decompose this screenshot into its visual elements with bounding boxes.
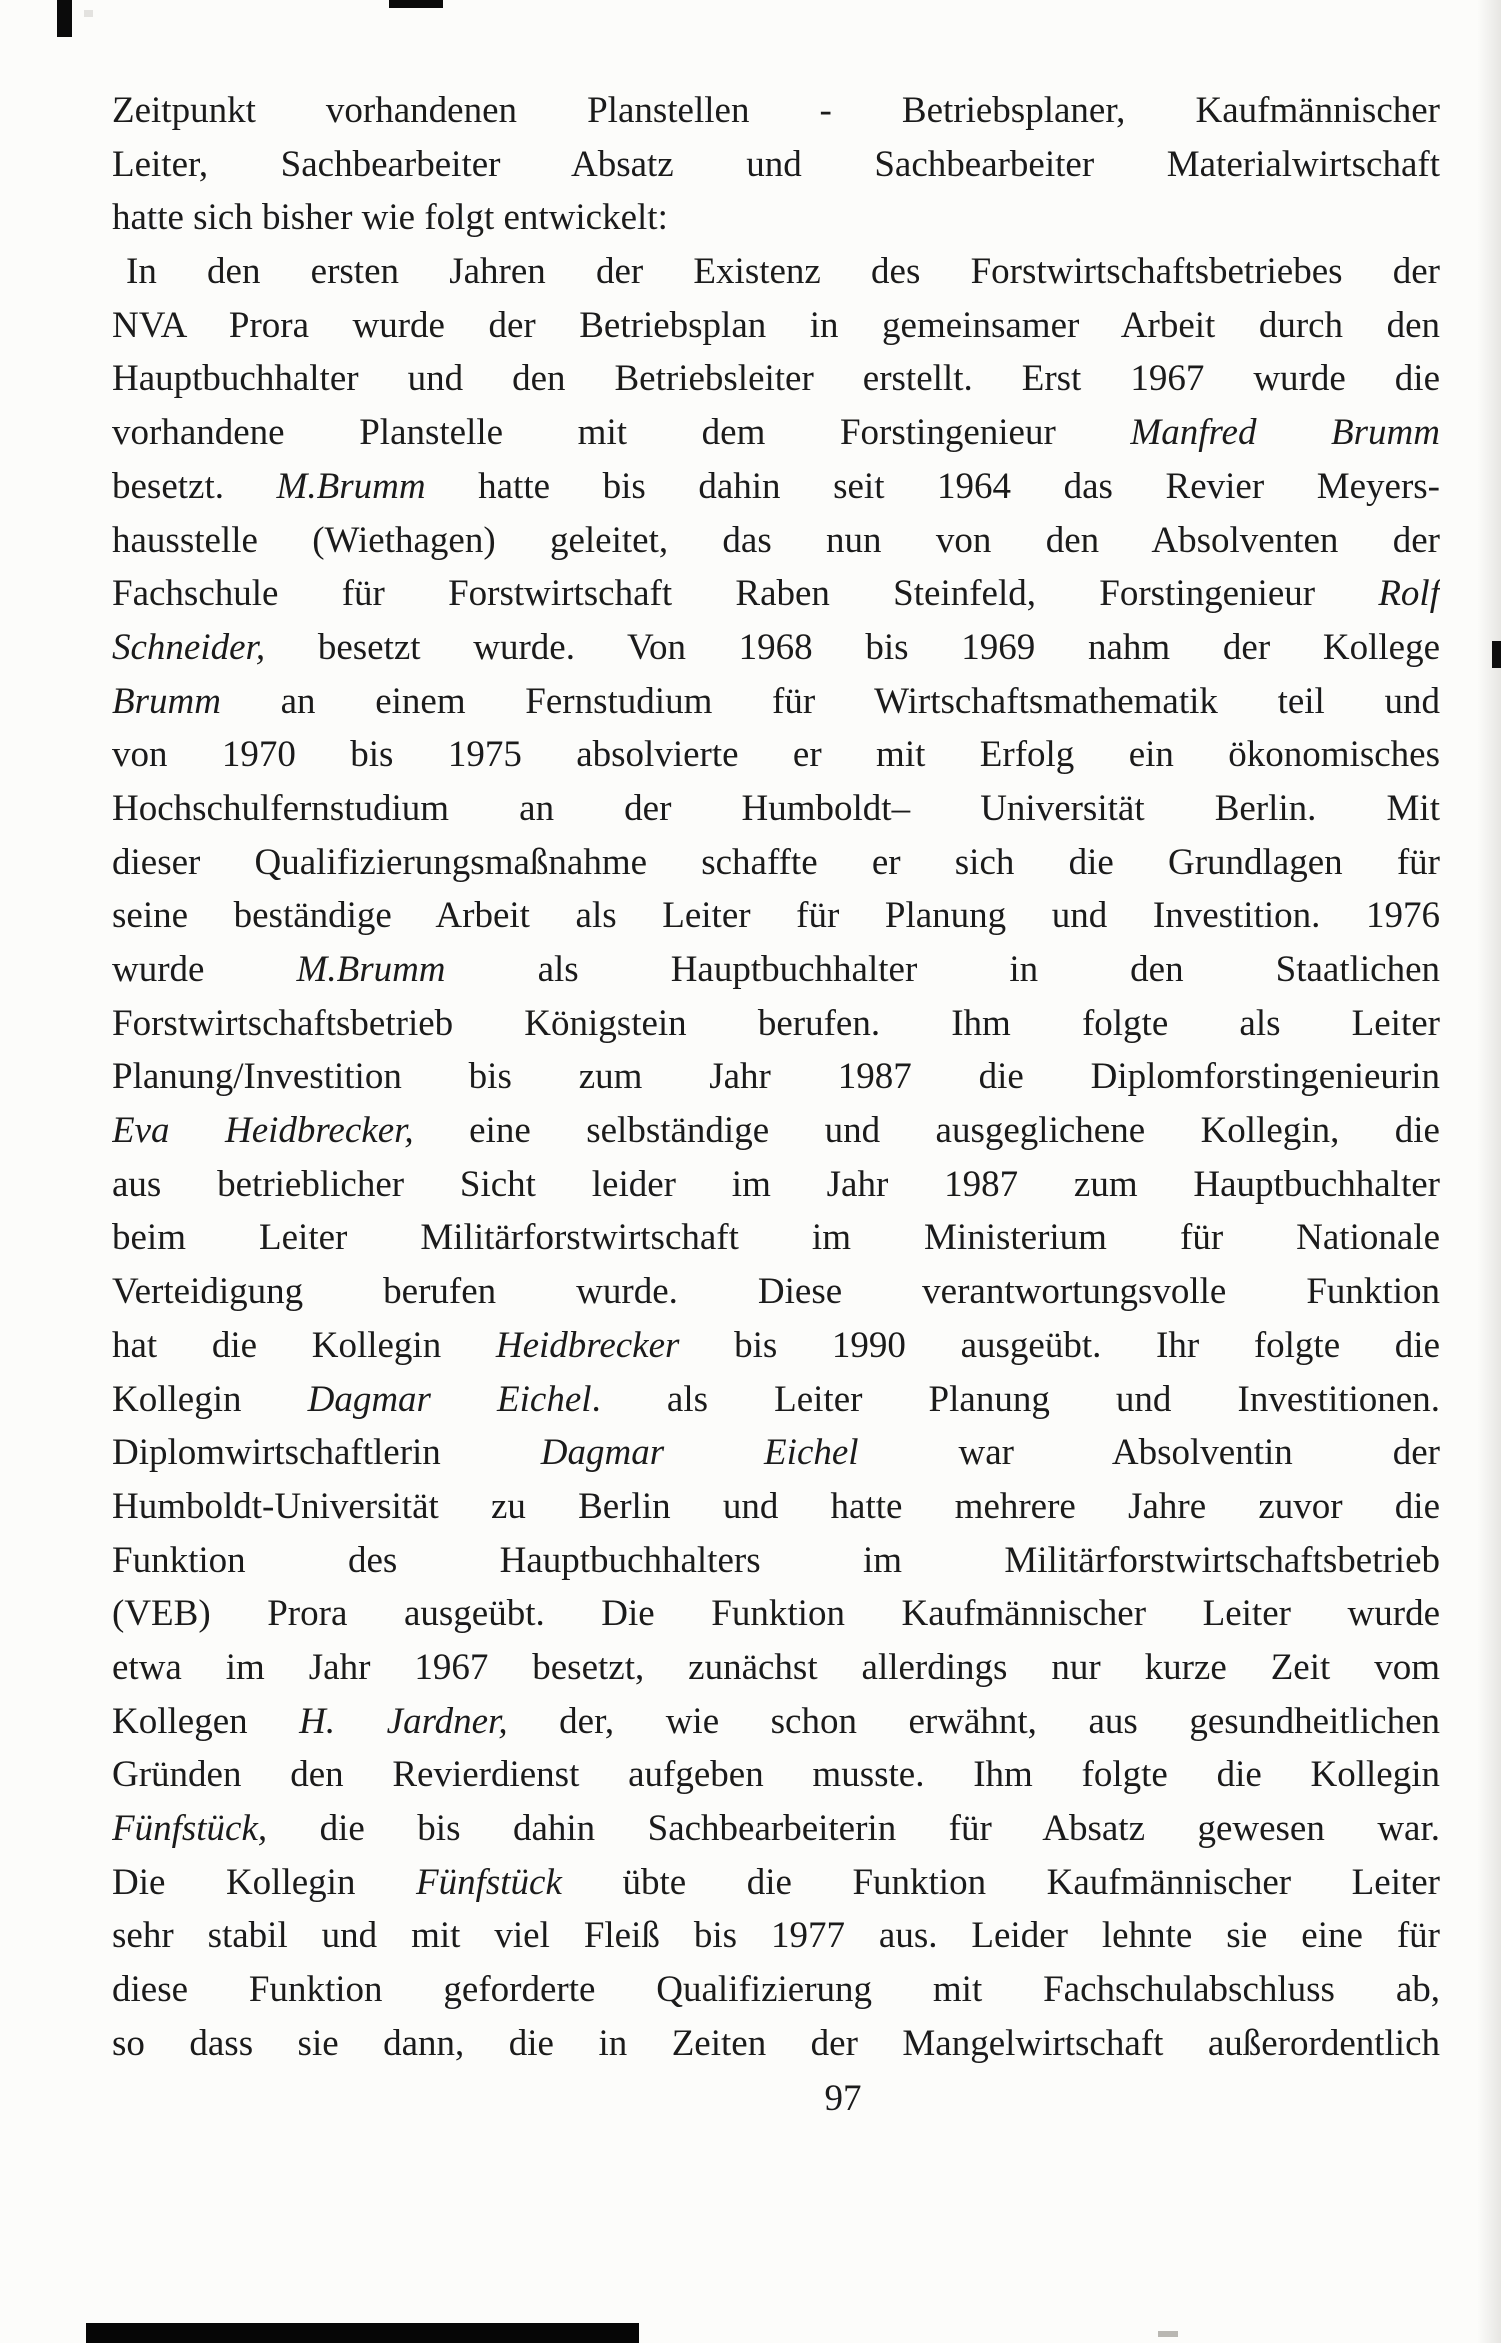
text-segment: Verteidigung berufen wurde. Diese verantwortungsvolle Funktion <box>112 1271 1440 1313</box>
scan-artifact-right <box>1492 641 1501 668</box>
text-line <box>112 621 1440 675</box>
text-segment: wurde <box>112 949 297 990</box>
text-segment: bis 1990 ausgeübt. Ihr folgte die <box>679 1324 1440 1366</box>
scan-edge-shadow <box>1477 0 1501 2343</box>
text-segment: Humboldt-Universität zu Berlin und hatte mehrere Jahre zuvor die <box>112 1485 1440 1527</box>
text-line <box>112 1050 1440 1104</box>
text-line <box>112 836 1440 890</box>
text-segment: Kollegin <box>112 1378 308 1420</box>
text-segment: Gründen den Revierdienst aufgeben musste. Ihm folgte die Kollegin <box>112 1754 1440 1796</box>
text-segment: die bis dahin Sachbearbeiterin für Absatz gewesen war. <box>267 1808 1440 1849</box>
text-segment: von 1970 bis 1975 absolvierte er mit Erfolg ein ökonomisches <box>112 734 1440 776</box>
text-segment: Fachschule für Forstwirtschaft Raben Steinfeld, Forstingenieur <box>112 573 1379 615</box>
text-segment: Planung/Investition bis zum Jahr 1987 die Diplomforstingenieurin <box>112 1056 1440 1098</box>
text-line <box>112 1265 1440 1319</box>
text-segment-italic: Schneider, <box>112 626 266 668</box>
text-segment-italic: M.Brumm <box>276 465 426 507</box>
text-segment: In den ersten Jahren der Existenz des Forstwirtschaftsbetriebes der <box>126 251 1440 293</box>
text-segment: vorhandene Planstelle mit dem Forstingenieur <box>112 412 1131 454</box>
text-line <box>112 514 1440 568</box>
body-text <box>112 84 1440 2070</box>
text-line <box>112 406 1440 460</box>
text-line <box>112 245 1440 299</box>
text-line <box>112 1963 1440 2017</box>
text-segment-italic: Dagmar Eichel <box>307 1378 592 1420</box>
text-segment: (VEB) Prora ausgeübt. Die Funktion Kaufmännischer Leiter wurde <box>112 1593 1440 1635</box>
text-line <box>112 1587 1440 1641</box>
text-segment-italic: Fünfstück, <box>112 1808 268 1849</box>
text-line <box>112 84 1440 138</box>
text-segment: Zeitpunkt vorhandenen Planstellen - Betriebsplaner, Kaufmännischer <box>112 90 1440 131</box>
text-segment-italic: Brumm <box>112 680 221 722</box>
text-line <box>112 1211 1440 1265</box>
text-segment-italic: Dagmar Eichel <box>540 1432 859 1474</box>
text-segment-italic: Fünfstück <box>416 1861 562 1903</box>
text-line <box>112 1641 1440 1695</box>
text-line <box>112 2017 1440 2071</box>
text-line <box>112 352 1440 406</box>
text-segment: seine beständige Arbeit als Leiter für Planung und Investition. 1976 <box>112 895 1440 937</box>
text-segment: sehr stabil und mit viel Fleiß bis 1977 aus. Leider lehnte sie eine für <box>112 1915 1440 1957</box>
text-segment-italic: Heidbrecker <box>495 1324 680 1366</box>
text-segment: war Absolventin der <box>858 1432 1440 1474</box>
text-segment: Diplomwirtschaftlerin <box>112 1432 541 1474</box>
scan-artifact-topleft <box>57 0 72 37</box>
text-segment: diese Funktion geforderte Qualifizierung mit Fachschulabschluss ab, <box>112 1969 1440 2011</box>
text-segment-italic: Rolf <box>1378 573 1440 615</box>
text-segment: . als Leiter Planung und Investitionen. <box>591 1378 1440 1420</box>
text-segment: an einem Fernstudium für Wirtschaftsmathematik teil und <box>220 680 1440 722</box>
text-line <box>112 460 1440 514</box>
text-segment: so dass sie dann, die in Zeiten der Mangelwirtschaft außerordentlich <box>112 2022 1440 2064</box>
text-segment: hausstelle (Wiethagen) geleitet, das nun von den Absolventen der <box>112 519 1440 561</box>
text-segment: hatte bis dahin seit 1964 das Revier Meyers- <box>425 465 1440 507</box>
text-segment: aus betrieblicher Sicht leider im Jahr 1987 zum Hauptbuchhalter <box>112 1163 1440 1205</box>
text-line <box>112 1480 1440 1534</box>
text-segment: eine selbständige und ausgeglichene Kollegin, die <box>413 1110 1440 1152</box>
text-line <box>112 889 1440 943</box>
page-number: 97 <box>824 2078 862 2119</box>
text-segment: beim Leiter Militärforstwirtschaft im Ministerium für Nationale <box>112 1217 1440 1259</box>
text-line <box>112 675 1440 729</box>
text-segment: hatte sich bisher wie folgt entwickelt: <box>112 197 668 239</box>
text-segment: als Hauptbuchhalter in den Staatlichen <box>445 949 1440 990</box>
text-segment: Hochschulfernstudium an der Humboldt– Universität Berlin. Mit <box>112 787 1440 829</box>
text-line <box>112 299 1440 353</box>
scan-artifact-bottom-speck <box>1158 2331 1178 2337</box>
text-line <box>112 191 1440 245</box>
text-line <box>112 1695 1440 1749</box>
text-segment: Kollegen <box>112 1700 300 1742</box>
text-line <box>112 997 1440 1051</box>
text-segment-italic: Eva Heidbrecker, <box>112 1110 414 1152</box>
text-segment: übte die Funktion Kaufmännischer Leiter <box>561 1861 1440 1903</box>
text-segment: Funktion des Hauptbuchhalters im Militärforstwirtschaftsbetrieb <box>112 1539 1440 1581</box>
text-segment: etwa im Jahr 1967 besetzt, zunächst allerdings nur kurze Zeit vom <box>112 1646 1440 1688</box>
text-line <box>112 1856 1440 1910</box>
text-segment: dieser Qualifizierungsmaßnahme schaffte er sich die Grundlagen für <box>112 841 1440 883</box>
text-segment: der, wie schon erwähnt, aus gesundheitlichen <box>507 1700 1440 1742</box>
text-line <box>112 1158 1440 1212</box>
text-line <box>112 1909 1440 1963</box>
text-line <box>112 1748 1440 1802</box>
text-line <box>112 943 1440 997</box>
text-line <box>112 728 1440 782</box>
scan-artifact-bottom <box>86 2323 639 2343</box>
text-segment: Leiter, Sachbearbeiter Absatz und Sachbearbeiter Materialwirtschaft <box>112 143 1440 185</box>
text-segment-italic: Manfred Brumm <box>1130 412 1440 454</box>
text-segment: besetzt. <box>112 465 277 507</box>
text-line <box>112 138 1440 192</box>
text-segment: Forstwirtschaftsbetrieb Königstein berufen. Ihm folgte als Leiter <box>112 1002 1440 1044</box>
text-line <box>112 1426 1440 1480</box>
text-segment: besetzt wurde. Von 1968 bis 1969 nahm der Kollege <box>265 626 1440 668</box>
text-segment: Die Kollegin <box>112 1861 416 1903</box>
text-line <box>112 1802 1440 1856</box>
scan-artifact-top-dash <box>389 0 443 8</box>
text-segment-italic: H. Jardner, <box>299 1700 508 1742</box>
scan-artifact-top-speck <box>84 10 93 17</box>
text-segment: hat die Kollegin <box>112 1324 496 1366</box>
text-line <box>112 567 1440 621</box>
text-segment-italic: M.Brumm <box>296 949 446 990</box>
text-line <box>112 1534 1440 1588</box>
text-line <box>112 1104 1440 1158</box>
text-segment: NVA Prora wurde der Betriebsplan in gemeinsamer Arbeit durch den <box>112 304 1440 346</box>
text-line <box>112 782 1440 836</box>
text-segment: Hauptbuchhalter und den Betriebsleiter erstellt. Erst 1967 wurde die <box>112 358 1440 400</box>
text-line <box>112 1373 1440 1427</box>
text-line <box>112 1319 1440 1373</box>
